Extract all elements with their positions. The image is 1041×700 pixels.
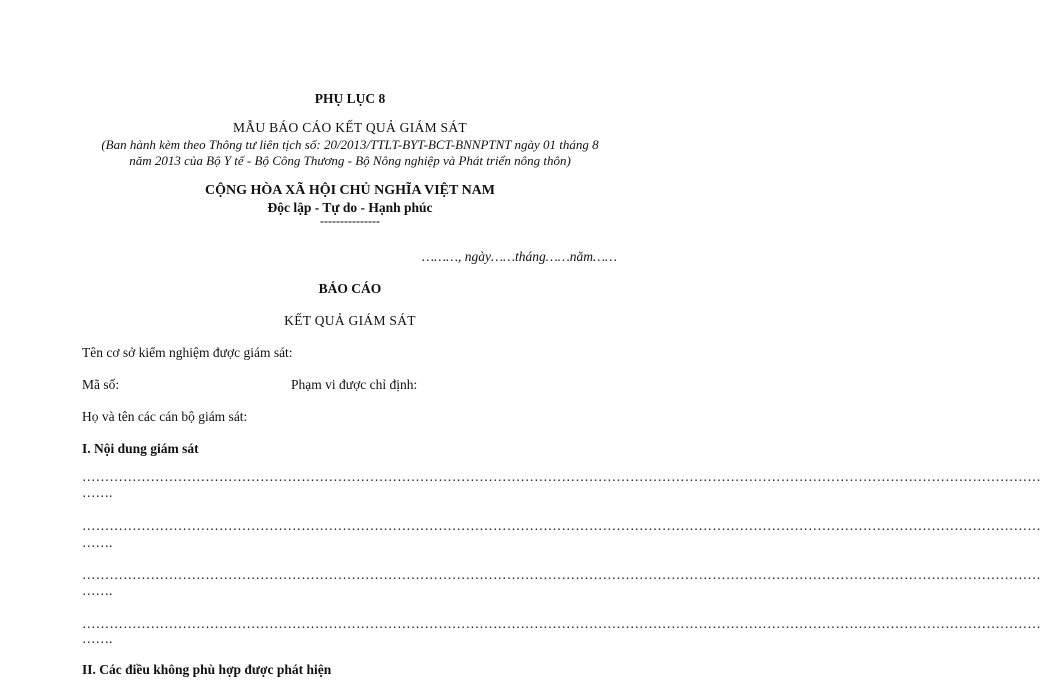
- appendix-heading: PHỤ LỤC 8: [314, 91, 386, 106]
- fill-line: …………………………………………………………………………………………………………………………………………………………………………………………: [82, 616, 1041, 631]
- facility-name-label: Tên cơ sở kiểm nghiệm được giám sát:: [82, 345, 293, 360]
- report-subtitle: KẾT QUẢ GIÁM SÁT: [284, 313, 416, 328]
- form-title: MẪU BÁO CÁO KẾT QUẢ GIÁM SÁT: [233, 120, 467, 135]
- report-title: BÁO CÁO: [318, 281, 382, 296]
- fill-line-tail: …….: [82, 535, 113, 550]
- nation-heading: CỘNG HÒA XÃ HỘI CHỦ NGHĨA VIỆT NAM: [204, 183, 495, 198]
- fill-line-tail: …….: [82, 485, 113, 500]
- section-1-heading: I. Nội dung giám sát: [82, 441, 199, 456]
- motto-divider: ---------------: [320, 214, 380, 228]
- fill-line-tail: …….: [82, 631, 113, 646]
- place-date-line: ………, ngày……tháng……năm……: [421, 249, 617, 264]
- fill-line-tail: …….: [82, 583, 113, 598]
- issuance-note-line-1: (Ban hành kèm theo Thông tư liên tịch số: 20/2013/TTLT-BYT-BCT-BNNPTNT ngày 01 tháng 8: [101, 137, 599, 152]
- fill-line: …………………………………………………………………………………………………………………………………………………………………………………………: [82, 469, 1041, 484]
- national-motto: Độc lập - Tự do - Hạnh phúc: [267, 200, 433, 215]
- issuance-note-line-2: năm 2013 của Bộ Y tế - Bộ Công Thương - Bộ Nông nghiệp và Phát triển nông thôn): [129, 153, 571, 168]
- inspectors-label: Họ và tên các cán bộ giám sát:: [82, 409, 248, 424]
- fill-line: …………………………………………………………………………………………………………………………………………………………………………………………: [82, 518, 1041, 533]
- scope-label: Phạm vi được chỉ định:: [291, 377, 418, 392]
- code-label: Mã số:: [82, 377, 120, 392]
- fill-line: …………………………………………………………………………………………………………………………………………………………………………………………: [82, 567, 1041, 582]
- section-2-heading: II. Các điều không phù hợp được phát hiện: [82, 662, 332, 677]
